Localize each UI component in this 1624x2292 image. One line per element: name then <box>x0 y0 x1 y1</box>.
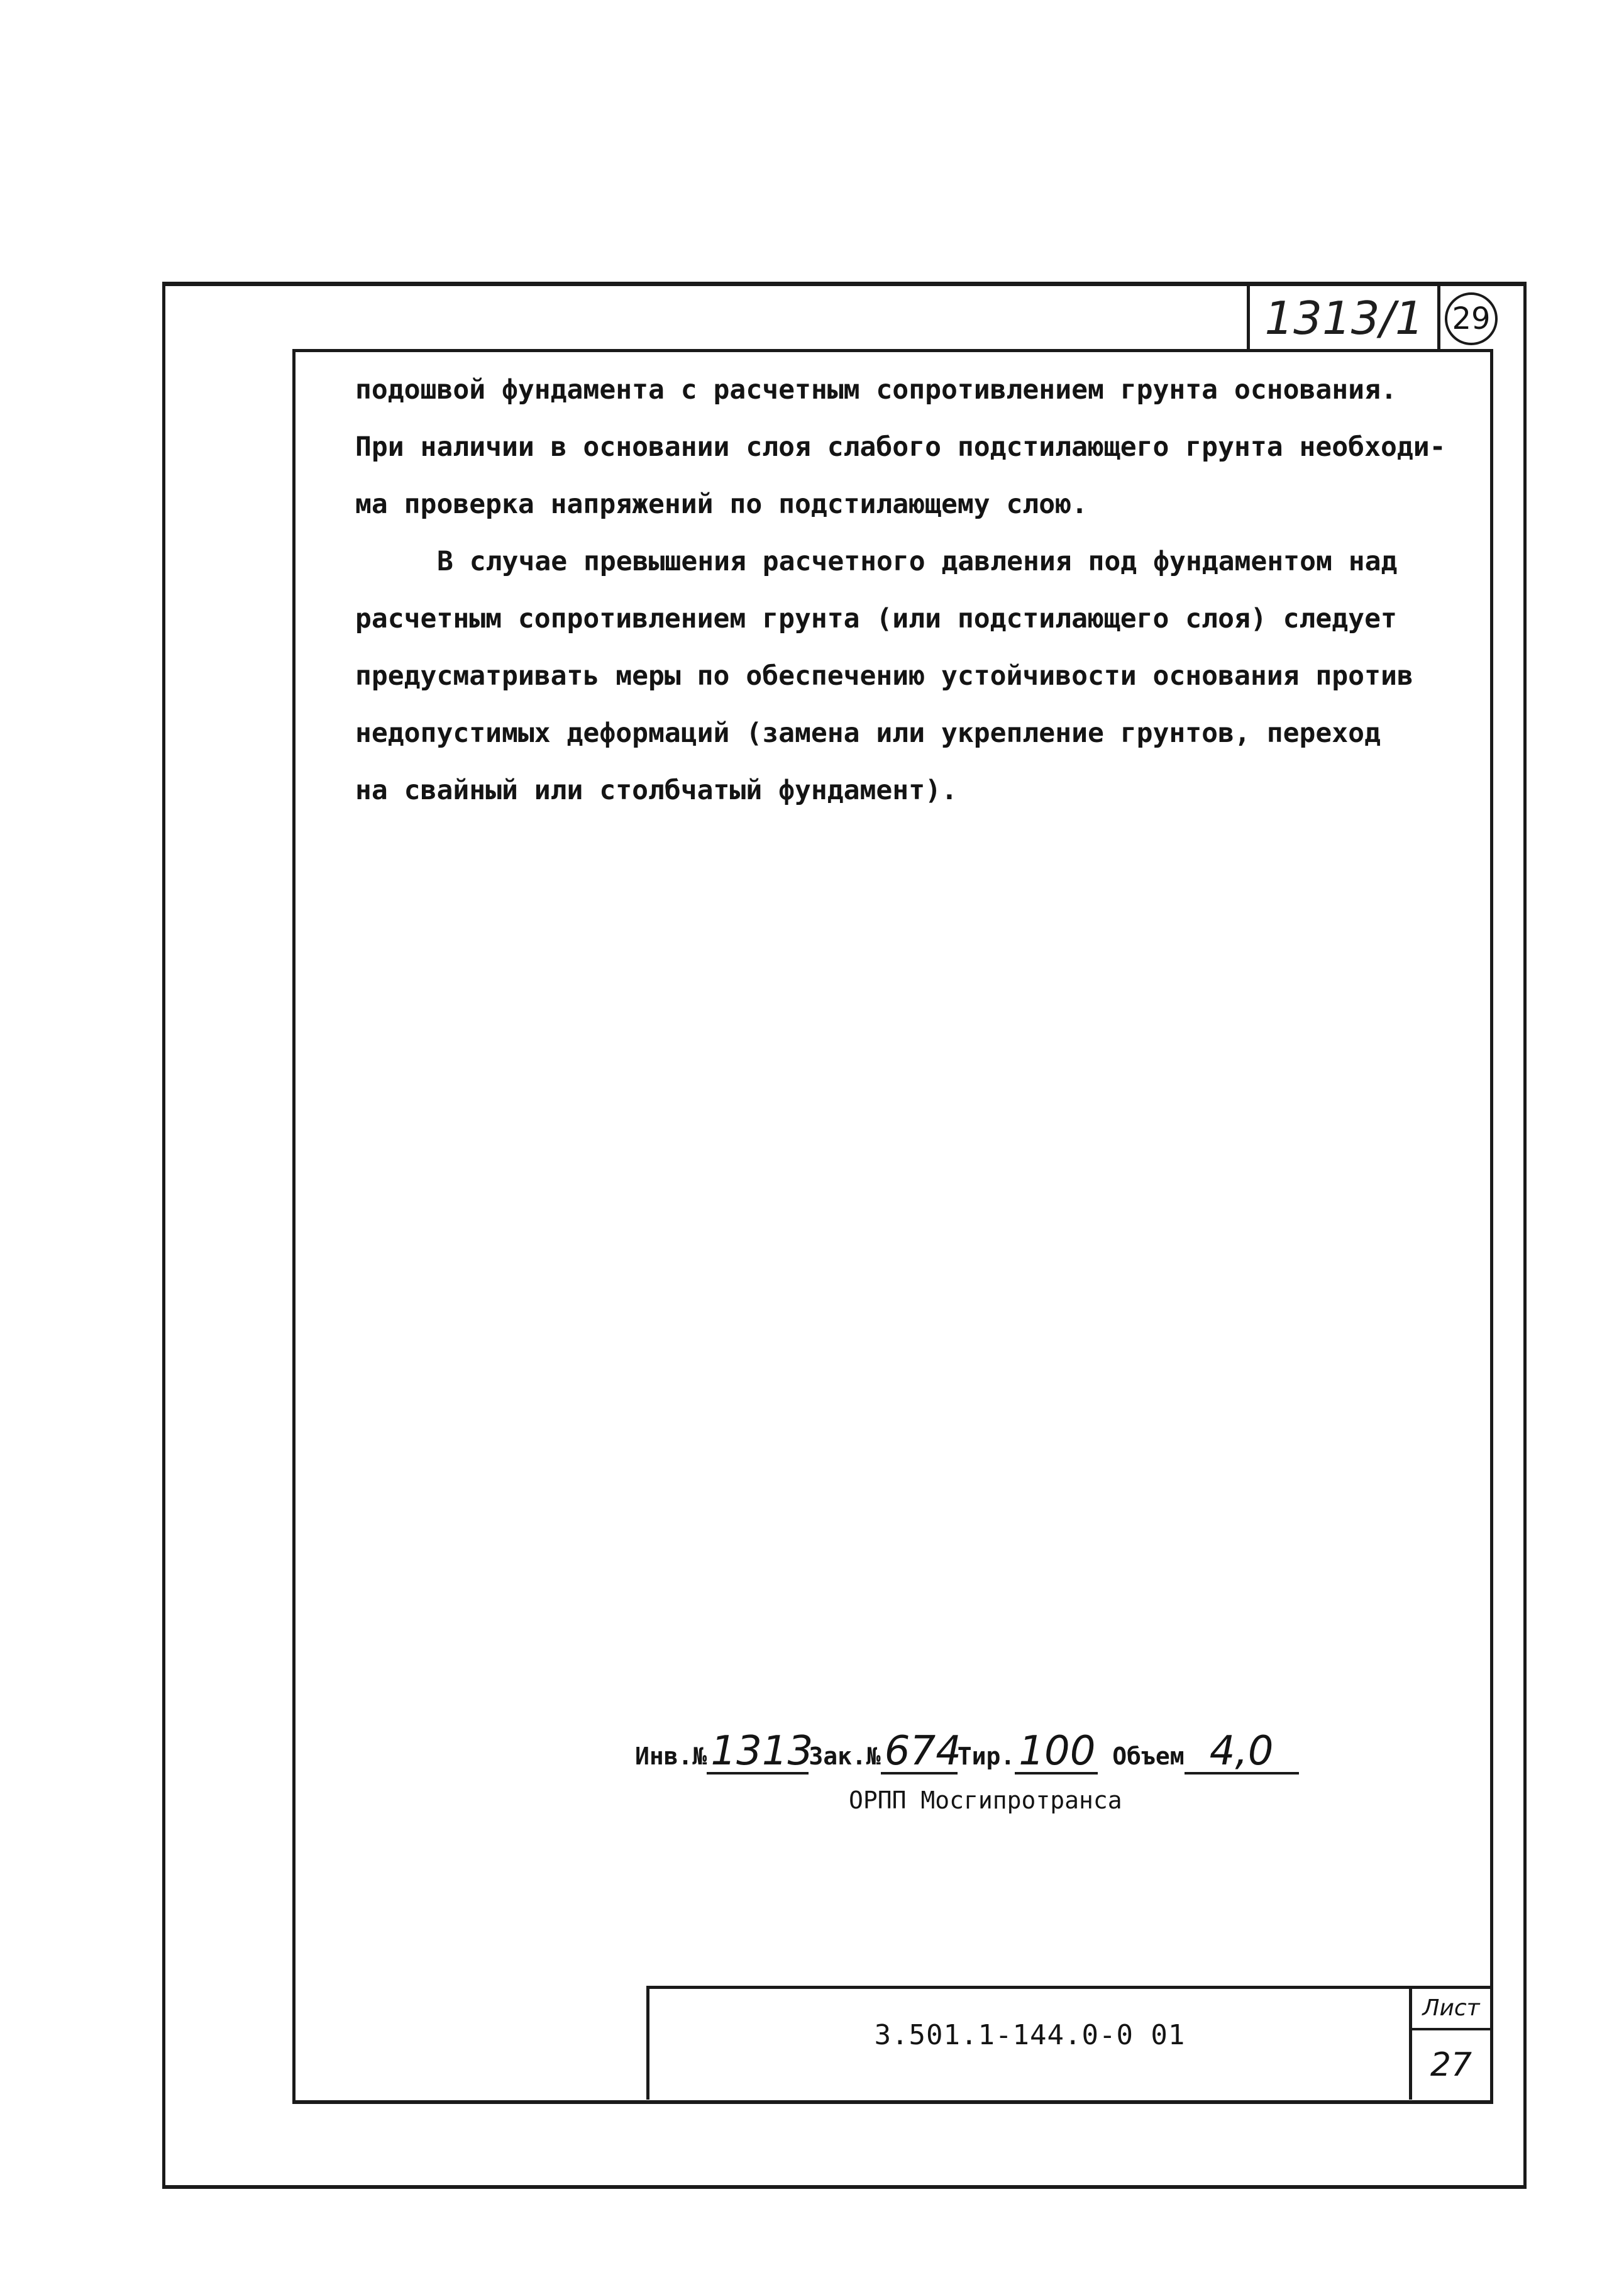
sheet-label: Лист <box>1412 1989 1490 2030</box>
stamp-line <box>635 1730 1358 1781</box>
text-line: недопустимых деформаций (замена или укрепление грунтов, переход <box>355 717 1381 749</box>
archive-number: 1313/1 <box>1264 292 1424 345</box>
inv-label: Инв.№ <box>635 1742 707 1770</box>
archive-number-box <box>1247 283 1439 351</box>
page-circle-number: 29 <box>1445 292 1498 345</box>
stamp-organization: ОРПП Мосгипротранса <box>849 1786 1122 1814</box>
text-line: предусматривать меры по обеспечению устойчивости основания против <box>355 660 1413 692</box>
archive-separator <box>1437 283 1440 351</box>
print-stamp <box>635 1730 1358 1819</box>
document-code: 3.501.1-144.0-0 01 <box>874 2019 1186 2051</box>
volume-label: Объем <box>1112 1742 1185 1770</box>
text-line: ма проверка напряжений по подстилающему слою. <box>355 489 1088 520</box>
order-value: 674 <box>881 1730 958 1774</box>
text-line: В случае превышения расчетного давления под фундаментом над <box>437 546 1398 577</box>
text-line: подошвой фундамента с расчетным сопротивлением грунта основания. <box>355 374 1397 406</box>
inv-value: 1313 <box>707 1730 809 1774</box>
volume-value: 4,0 <box>1185 1730 1299 1774</box>
sheet-number: 27 <box>1430 2046 1472 2084</box>
order-label: Зак.№ <box>809 1742 881 1770</box>
sheet-box <box>1409 1989 1490 2100</box>
title-block <box>646 1986 1490 2100</box>
text-line: расчетным сопротивлением грунта (или подстилающего слоя) следует <box>355 603 1397 634</box>
body-text <box>355 362 1474 819</box>
copies-value: 100 <box>1015 1730 1098 1774</box>
text-line: При наличии в основании слоя слабого подстилающего грунта необходи- <box>355 431 1446 463</box>
text-line: на свайный или столбчатый фундамент). <box>355 775 958 806</box>
copies-label: Тир. <box>957 1742 1015 1770</box>
